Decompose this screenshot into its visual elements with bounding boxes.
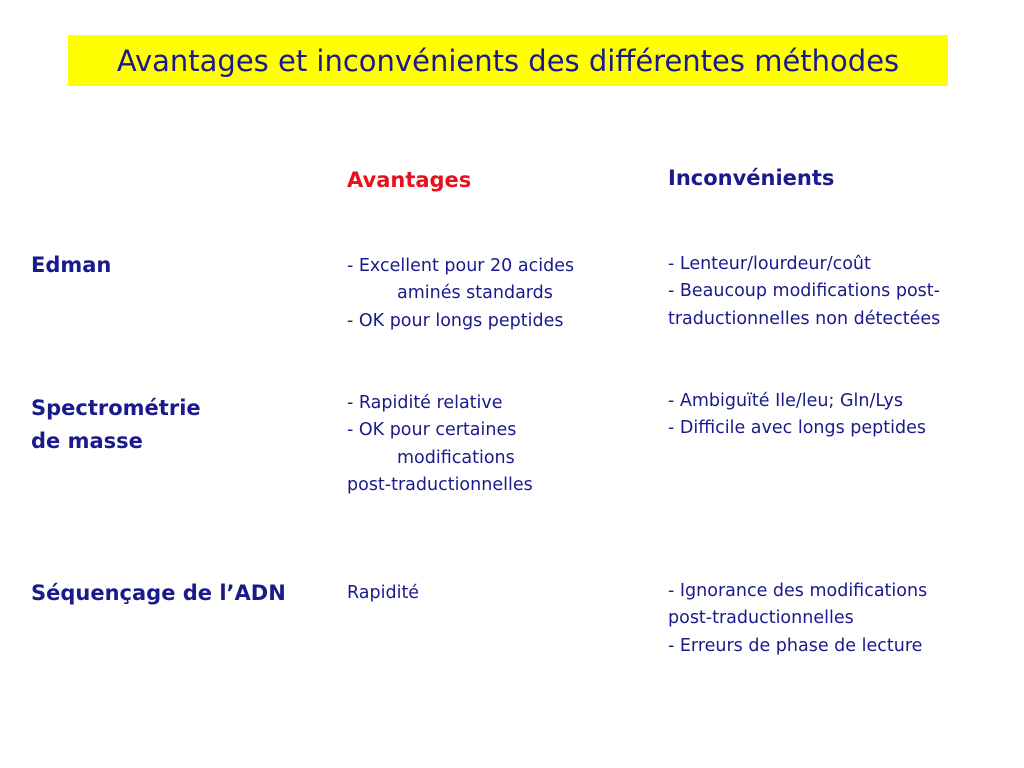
list-item: - Beaucoup modifications post-	[668, 281, 940, 302]
list-item: - Excellent pour 20 acides	[347, 256, 575, 276]
list-item: - Lenteur/lourdeur/coût	[668, 254, 871, 274]
title-banner	[68, 35, 948, 86]
list-item: post-traductionnelles	[347, 474, 533, 495]
list-item: - OK pour certaines	[347, 420, 517, 441]
list-item: - Ambiguïté Ile/leu; Gln/Lys	[668, 391, 904, 411]
edman-disadvantages	[668, 251, 940, 333]
list-item: modifications	[397, 447, 515, 468]
mass-spec-disadvantages	[668, 388, 926, 443]
edman-advantages	[347, 253, 574, 335]
list-item: - Ignorance des modifications	[668, 581, 928, 601]
advantages-header: Avantages	[347, 168, 472, 192]
mass-spec-advantages	[347, 390, 533, 499]
method-edman: Edman	[31, 253, 112, 277]
dna-sequencing-advantages	[347, 580, 419, 607]
list-item: - Erreurs de phase de lecture	[668, 635, 923, 656]
list-item: - Rapidité relative	[347, 393, 503, 413]
list-item: - Difficile avec longs peptides	[668, 418, 926, 439]
list-item: - OK pour longs peptides	[347, 310, 564, 331]
disadvantages-header: Inconvénients	[668, 166, 835, 190]
list-item: traductionnelles non détectées	[668, 308, 941, 329]
dna-sequencing-disadvantages	[668, 578, 927, 660]
method-dna-sequencing: Séquençage de l’ADN	[31, 581, 286, 605]
method-mass-spectrometry	[31, 392, 201, 458]
list-item: Rapidité	[347, 583, 420, 603]
method-line: Spectrométrie	[31, 396, 201, 420]
list-item: post-traductionnelles	[668, 608, 854, 629]
page-title: Avantages et inconvénients des différentes méthodes	[116, 43, 900, 78]
list-item: aminés standards	[397, 283, 553, 304]
method-line: de masse	[31, 429, 143, 453]
